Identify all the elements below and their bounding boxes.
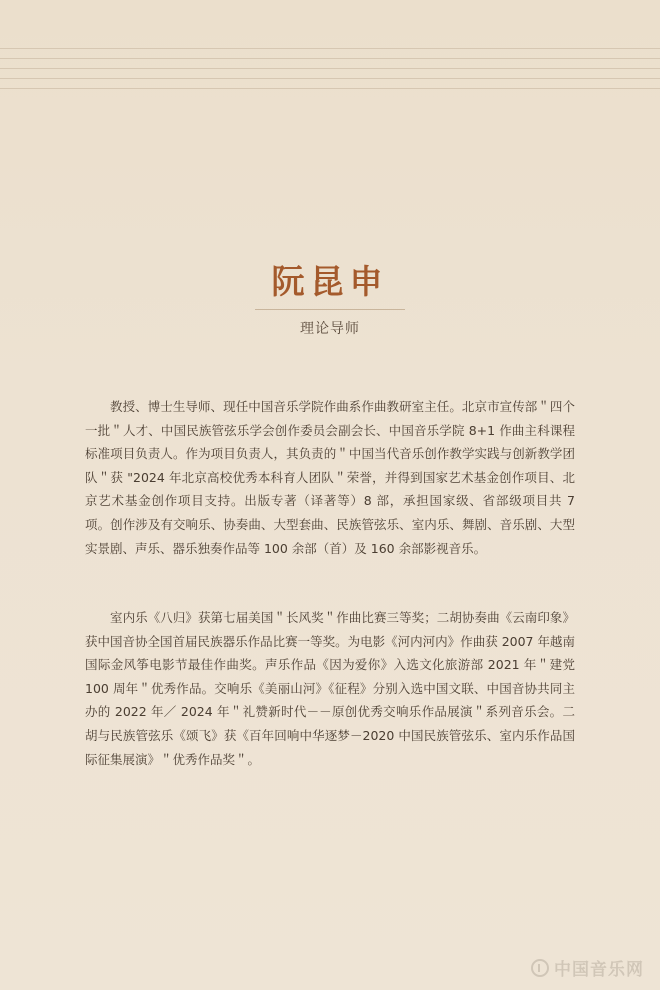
bio-paragraph-1: 教授、博士生导师、现任中国音乐学院作曲系作曲教研室主任。北京市宣传部＂四个一批＂人才、中国民族管弦乐学会创作委员会副会长、中国音乐学院 8+1 作曲主科课程标准项目负责人。作为项目负责人，其负责的＂中国当代音乐创作教学实践与创新教学团队＂获 "2024 年北京高校优秀本科育人团队＂荣誉，并得到国家艺术基金创作项目、北京艺术基金创作项目支持。出版专著（译著等）8 部，承担国家级、省部级项目共 7 项。创作涉及有交响乐、协奏曲、大型套曲、民族管弦乐、室内乐、舞剧、音乐剧、大型实景剧、声乐、器乐独奏作品等 100 余部（首）及 160 余部影视音乐。 bbox=[85, 399, 575, 556]
music-logo-icon bbox=[531, 959, 549, 977]
title-divider bbox=[255, 309, 405, 310]
person-name: 阮昆申 bbox=[271, 262, 389, 301]
watermark-text: 中国音乐网 bbox=[554, 960, 644, 980]
person-role: 理论导师 bbox=[300, 321, 360, 337]
staff-line bbox=[0, 48, 660, 49]
staff-line bbox=[0, 58, 660, 59]
staff-line bbox=[0, 88, 660, 89]
watermark bbox=[531, 955, 644, 980]
bio-paragraph-2: 室内乐《八归》获第七届美国＂长风奖＂作曲比赛三等奖；二胡协奏曲《云南印象》获中国音协全国首届民族器乐作品比赛一等奖。为电影《河内河内》作曲获 2007 年越南国际金风筝电影节最佳作曲奖。声乐作品《因为爱你》入选文化旅游部 2021 年＂建党 100 周年＂优秀作品。交响乐《美丽山河》《征程》分别入选中国文联、中国音协共同主办的 2022 年／ 2024 年＂礼赞新时代－－原创优秀交响乐作品展演＂系列音乐会。二胡与民族管弦乐《颂飞》获《百年回响中华逐梦－2020 中国民族管弦乐、室内乐作品国际征集展演》＂优秀作品奖＂。 bbox=[85, 610, 575, 767]
staff-line bbox=[0, 78, 660, 79]
staff-line bbox=[0, 68, 660, 69]
